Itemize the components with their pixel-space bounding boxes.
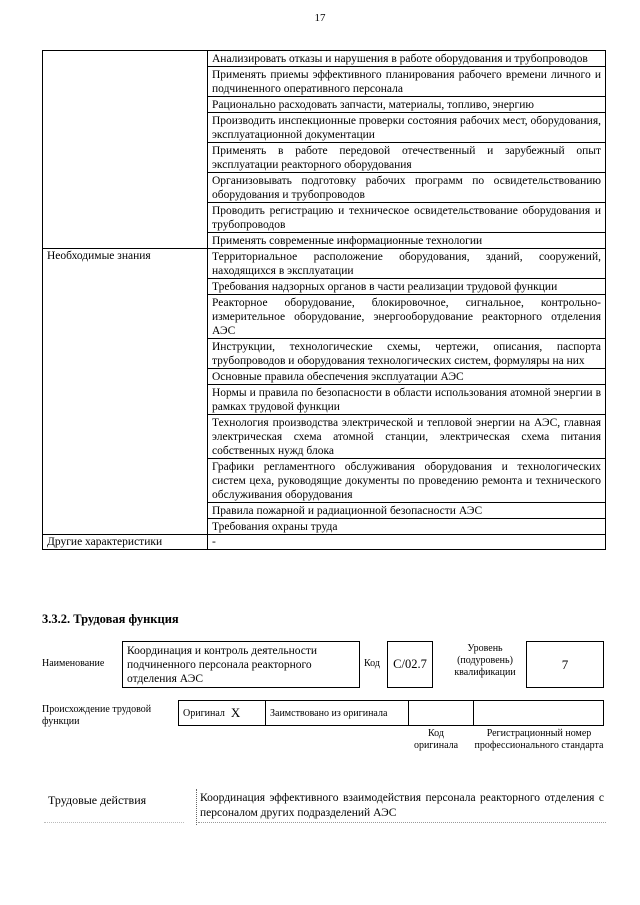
list-item: Требования надзорных органов в части реализации трудовой функции [208, 279, 605, 295]
name-label: Наименование [42, 658, 105, 669]
row-items [208, 535, 606, 550]
reg-number-cell [473, 700, 604, 726]
skills-knowledge-table [42, 50, 606, 550]
list-item: Производить инспекционные проверки состояния рабочих мест, оборудования, эксплуатационной документации [208, 113, 605, 143]
list-item: Инструкции, технологические схемы, чертежи, описания, паспорта трубопроводов и оборудования технологических систем, формуляры на них [208, 339, 605, 369]
list-item: - [212, 536, 216, 548]
list-item: Рационально расходовать запчасти, материалы, топливо, энергию [208, 97, 605, 113]
labor-actions-label: Трудовые действия [48, 793, 147, 807]
function-name-box: Координация и контроль деятельности подчиненного персонала реакторного отделения АЭС [122, 641, 360, 688]
row-items [208, 51, 606, 249]
list-item: Организовывать подготовку рабочих программ по освидетельствованию оборудования и трубопроводов [208, 173, 605, 203]
row-items [208, 249, 606, 535]
list-item: Технология производства электрической и тепловой энергии на АЭС, главная электрическая схема атомной станции, электрическая схема питания собственных нужд блока [208, 415, 605, 459]
reg-number-caption: Регистрационный номер профессионального стандарта [474, 728, 604, 751]
page-number: 17 [314, 12, 326, 24]
origin-row [178, 700, 604, 726]
original-mark: X [230, 705, 241, 720]
list-item: Территориальное расположение оборудования, зданий, сооружений, находящихся в эксплуатации [208, 249, 605, 279]
section-title: 3.3.2. Трудовая функция [42, 612, 179, 626]
original-code-cell [408, 700, 474, 726]
qualification-level-box: 7 [526, 641, 604, 688]
origin-label: Происхождение трудовой функции [42, 704, 152, 727]
original-label: Оригинал [183, 707, 225, 719]
list-item: Применять современные информационные технологии [212, 235, 483, 247]
list-item: Основные правила обеспечения эксплуатации АЭС [208, 369, 605, 385]
list-item: Проводить регистрацию и техническое освидетельствование оборудования и трубопроводов [208, 203, 605, 233]
list-item: Применять в работе передовой отечественный и зарубежный опыт эксплуатации реакторного оборудования [208, 143, 605, 173]
borrowed-cell: Заимствовано из оригинала [265, 700, 409, 726]
actions-underline [198, 822, 606, 823]
table-row [43, 535, 606, 550]
row-label [43, 51, 208, 249]
table-row [43, 51, 606, 249]
list-item: Правила пожарной и радиационной безопасности АЭС [208, 503, 605, 519]
row-label: Другие характеристики [43, 535, 208, 550]
code-label: Код [364, 658, 380, 669]
original-code-caption: Код оригинала [413, 728, 459, 751]
function-code-box: C/02.7 [387, 641, 433, 688]
list-item: Анализировать отказы и нарушения в работе оборудования и трубопроводов [208, 51, 605, 67]
list-item: Применять приемы эффективного планирования рабочего времени личного и подчиненного оперативного персонала [208, 67, 605, 97]
list-item: Нормы и правила по безопасности в области использования атомной энергии в рамках трудовой функции [208, 385, 605, 415]
list-item: Требования охраны труда [212, 521, 338, 533]
table-row [43, 249, 606, 535]
labor-actions-text: Координация эффективного взаимодействия персонала реакторного отделения с персоналом других подразделений АЭС [200, 792, 604, 819]
list-item: Реакторное оборудование, блокировочное, сигнальное, контрольно-измерительное оборудование, энергооборудование реакторного отделения АЭС [208, 295, 605, 339]
actions-divider [196, 789, 198, 825]
row-label: Необходимые знания [43, 249, 208, 535]
left-dotted-line [44, 822, 184, 823]
original-cell [178, 700, 266, 726]
qualification-level-label: Уровень (подуровень) квалификации [454, 643, 516, 678]
list-item: Графики регламентного обслуживания оборудования и технологических систем цеха, руководящие документы по проведению ремонта и технического обслуживания оборудования [208, 459, 605, 503]
